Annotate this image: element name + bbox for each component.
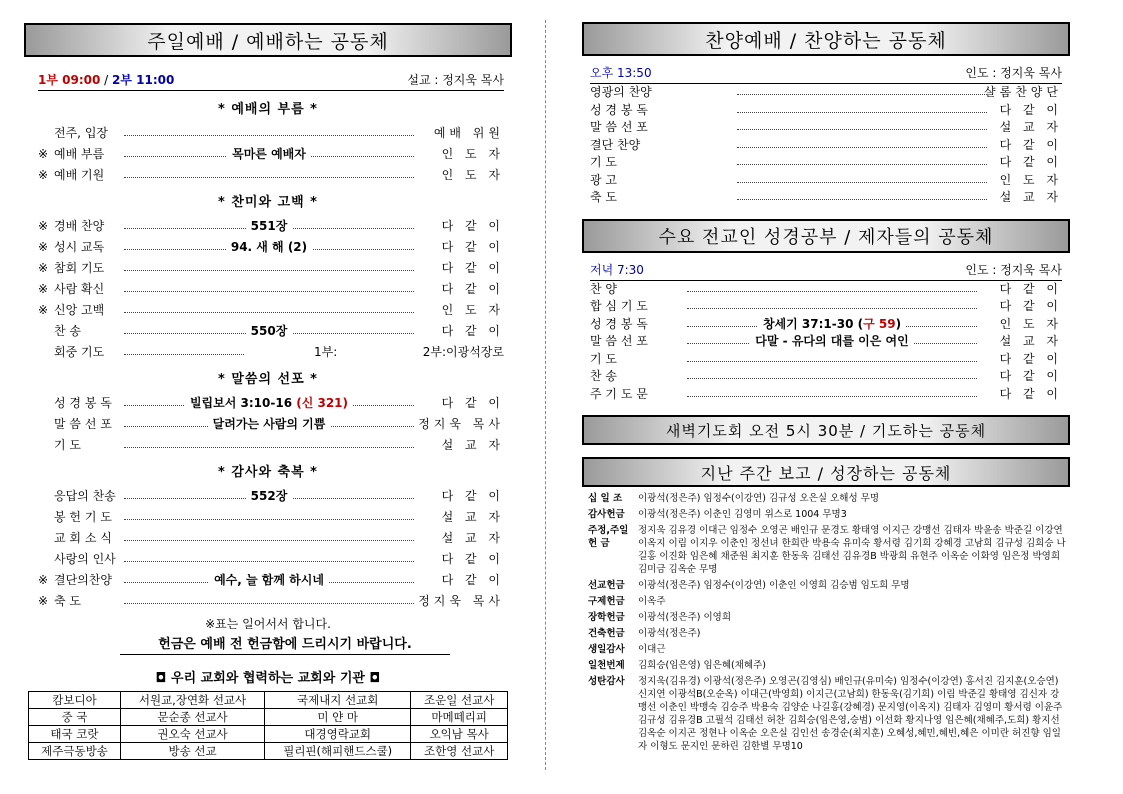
service-row [24,570,512,591]
report-item [588,627,1066,640]
report-category: 장학헌금 [588,612,625,623]
column-divider [545,20,546,770]
report-category: 십 일 조 [588,493,623,504]
item-person: 정지욱 목사 [418,594,504,608]
item-person: 다 같 이 [441,240,504,254]
praise-row [582,154,1070,172]
item-content [124,486,414,507]
item-label: 회중 기도 [54,345,105,359]
time-separator: / [100,73,112,87]
service-row [24,258,512,279]
hymn-ref: (신 321) [292,396,349,410]
item-content [124,237,414,258]
service-row [24,321,512,342]
item-person: 다 같 이 [999,281,1062,296]
coop-cell: 오익남 목사 [411,726,508,743]
service-row [24,216,512,237]
section-title: * 예배의 부름 * [218,102,318,117]
service-row [24,342,512,363]
praise-row [582,102,1070,120]
service-row [24,279,512,300]
report-names: 이광석(정은주) [638,628,701,639]
item-label: 교 회 소 식 [54,531,112,545]
item-person: 다 같 이 [441,324,504,338]
praise-row [582,172,1070,190]
praise-row [582,137,1070,155]
stand-mark: ※ [38,261,49,275]
wednesday-row [582,351,1070,369]
item-label: 말 씀 선 포 [54,417,112,431]
first-service-time: 1부 09:00 [38,73,101,87]
item-content-text: 552장 [246,489,293,503]
leader-dots [737,182,987,183]
leader-dots [124,312,414,313]
item-content-text: 94. 새 해 (2) [226,240,312,254]
leader-dots [124,540,414,541]
stand-mark: ※ [38,594,49,608]
offering-note: 헌금은 예배 전 헌금함에 드리시기 바랍니다. [120,633,450,655]
item-content-text: 목마른 예배자 [227,147,311,161]
service-time-header [38,71,504,91]
wednesday-row [582,333,1070,351]
service-row [24,300,512,321]
item-person: 다 같 이 [999,155,1062,169]
praise-order [582,84,1070,207]
item-label: 결단의찬양 [54,573,112,587]
leader-dots [737,164,987,165]
item-label: 축 도 [590,190,617,204]
report-category: 성탄감사 [588,676,625,687]
report-item [588,643,1066,656]
leader-dots [687,308,977,309]
section-title: * 말씀의 선포 * [218,372,318,387]
report-names: 이옥주 [638,596,666,607]
item-content-text: 달려가는 사람의 기쁨 [208,417,331,431]
service-row [24,165,512,186]
report-item [588,659,1066,672]
item-label: 찬 송 [590,369,617,383]
coop-cell: 서원교,장연화 선교사 [120,692,264,709]
item-label: 기 도 [590,351,617,366]
report-item [588,524,1066,576]
item-person: 설 교 자 [441,510,504,524]
report-item [588,579,1066,592]
item-person: 다 같 이 [999,102,1062,117]
report-item [588,675,1066,753]
coop-cell: 태국 코랏 [29,726,121,743]
item-person: 샬롬찬양단 [984,85,1062,99]
report-names: 이광석(정은주) 이영희 [638,612,732,623]
item-content [687,333,977,351]
report-names: 이광석(정은주) 임정수(이강연) 김규성 오은실 오해성 무명 [638,493,879,504]
item-label: 성 경 봉 독 [590,102,648,117]
leader-dots [737,147,987,148]
leader-dots [124,177,414,178]
reference-close: ) [895,316,902,331]
leader-dots [124,561,414,562]
item-label: 사람 확신 [54,282,105,296]
stand-mark: ※ [38,282,49,296]
wednesday-row [582,298,1070,316]
item-label: 결단 찬양 [590,137,641,152]
item-person: 설 교 자 [441,438,504,452]
leader-dots [687,378,977,379]
coop-row [29,692,508,709]
service-row [24,393,512,414]
item-label: 주 기 도 문 [590,386,648,401]
item-content [124,216,414,237]
item-content-text: 551장 [246,219,293,233]
item-content [124,321,414,342]
item-person: 설 교 자 [999,334,1062,348]
leader-dots [124,354,244,355]
stand-mark: ※ [38,168,49,182]
service-row [24,237,512,258]
coop-title: ◘ 우리 교회와 협력하는 교회와 기관 ◘ [155,671,381,686]
report-item [588,611,1066,624]
item-label: 신앙 고백 [54,303,105,317]
report-names: 정지욱(김유경) 이광석(정은주) 오영곤(김영심) 배인규(유미숙) 임정수(이강연) 홍서진 김지훈(오승연) 신지연 이광석B(오순옥) 이대근(박영희) 이지근(고남희) 한동욱(김기희) 이림 박준길 황태영 김신자 강맹선 이춘인 박맹숙 김승주 박용숙 김양순 나길홍(강혜경) 문지영(이옥지) 김태자 김영미 황서령 이윤주 김규성 김유경B 고필석 김태선 허찬 김희승(임은영,승범) 이선화 황지나영 임은혜(채혜주,도희) 황지선 김옥순 이지곤 정현나 이옥순 오은실 김인선 송경순(최지훈) 오혜성,혜민,혜빈,혜은 이미란 허진향 임일자 이형도 문지인 문하린 김한별 무명10 [638,676,1063,752]
item-person: 예배 위원 [433,126,504,140]
item-person: 다 같 이 [999,137,1062,152]
praise-row [582,84,1070,102]
weekly-report [588,492,1066,753]
service-row [24,591,512,612]
item-person: 다 같 이 [441,282,504,296]
coop-cell: 중 국 [29,709,121,726]
coop-row [29,709,508,726]
coop-cell: 문순종 선교사 [120,709,264,726]
item-person: 다 같 이 [999,386,1062,401]
item-label: 성 경 봉 독 [54,396,112,410]
service-row [24,507,512,528]
dawn-prayer-title: 새벽기도회 오전 5시 30분 / 기도하는 공동체 [582,415,1070,445]
praise-time-header [590,64,1062,84]
service-row [24,414,512,435]
item-person: 다 같 이 [441,261,504,275]
coop-cell: 권오숙 선교사 [120,726,264,743]
leader-dots [737,199,987,200]
service-row [24,528,512,549]
item-content [124,393,414,414]
wednesday-study-title: 수요 전교인 성경공부 / 제자들의 공동체 [582,219,1070,253]
leader-dots [687,291,977,292]
item-content [687,316,977,334]
leader-dots [124,603,414,604]
item-person: 다 같 이 [441,396,504,410]
weekday-column [582,0,1070,794]
item-label: 합 심 기 도 [590,299,648,313]
item-content-text: 다말 - 유다의 대를 이은 여인 [750,334,913,348]
coop-cell: 미 얀 마 [265,709,411,726]
wednesday-row [582,316,1070,334]
praise-row [582,189,1070,207]
item-label: 경배 찬양 [54,219,105,233]
item-label: 사랑의 인사 [54,552,116,566]
coop-row [29,743,508,760]
item-person: 설 교 자 [999,190,1062,204]
sunday-service-column [24,0,512,794]
leader-dots [737,129,987,130]
item-label: 찬 양 [590,281,617,296]
coop-cell: 조한영 선교사 [411,743,508,760]
leader-dots [124,135,414,136]
report-item [588,595,1066,608]
item-label: 예배 기원 [54,168,105,182]
report-names: 이광석(정은주) 임정수(이강연) 이춘인 이영희 김승범 임도희 무명 [638,580,910,591]
wednesday-leader: 인도 : 정지욱 목사 [965,262,1062,277]
item-person: 설 교 자 [441,531,504,545]
coop-cell: 방송 선교 [120,743,264,760]
leader-dots [687,361,977,362]
leader-dots [124,291,414,292]
item-content [124,144,414,165]
prayer-second-service: 2부:이광석장로 [422,345,504,359]
item-label: 전주, 입장 [54,126,108,140]
item-label: 예배 부름 [54,147,105,161]
item-content-text: 빌립보서 3:10-16 (신 321) [185,396,353,410]
stand-note: ※표는 일어서서 합니다. [205,617,331,631]
service-row [24,486,512,507]
item-label: 광 고 [590,172,617,187]
second-service-time: 2부 11:00 [112,73,175,87]
item-person: 다 같 이 [441,573,504,587]
item-person: 인 도 자 [441,147,504,161]
coop-cell: 캄보디아 [29,692,121,709]
leader-dots [737,112,987,113]
coop-cell: 대경영락교회 [265,726,411,743]
report-category: 선교헌금 [588,580,625,591]
stand-mark: ※ [38,240,49,254]
stand-mark: ※ [38,219,49,233]
wednesday-row [582,368,1070,386]
wednesday-time: 저녁 7:30 [590,262,644,277]
item-person: 다 같 이 [441,219,504,233]
wednesday-row [582,281,1070,299]
service-row [24,435,512,456]
item-label: 기 도 [54,438,81,452]
item-label: 응답의 찬송 [54,489,116,503]
sunday-preacher: 설교 : 정지욱 목사 [407,73,504,87]
coop-cell: 필리핀(해피핸드스쿨) [265,743,411,760]
coop-cell: 제주극동방송 [29,743,121,760]
item-label: 말 씀 선 포 [590,120,648,134]
report-item [588,508,1066,521]
stand-mark: ※ [38,303,49,317]
item-person: 인 도 자 [441,303,504,317]
item-label: 기 도 [590,155,617,169]
wednesday-row [582,386,1070,404]
item-person: 다 같 이 [441,552,504,566]
item-content [124,570,414,591]
item-person: 다 같 이 [999,369,1062,383]
report-names: 정지욱 김유경 이대근 임정수 오영곤 배인규 문경도 황태영 이지근 강맹선 김태자 박윤송 박준길 이강연 이옥지 이림 이지우 이춘인 정선녀 한희란 박용숙 유미숙 황서령 김기희 강혜경 고남희 김규성 김희승 나길홍 이진화 임은혜 채준원 최지훈 한동욱 김태선 김유경B 박광희 유현주 이옥순 이화영 임은정 박영희 김미금 김옥순 무명 [638,525,1066,575]
item-person: 다 같 이 [999,351,1062,366]
leader-dots [124,270,414,271]
prayer-first-service: 1부: [314,345,338,359]
report-category: 주정,주일 헌 금 [588,525,629,549]
item-content-text: 예수, 늘 함께 하시네 [209,573,329,587]
stand-mark: ※ [38,573,49,587]
coop-cell: 국제내지 선교회 [265,692,411,709]
reference-number: 구 59 [863,316,896,331]
report-category: 감사헌금 [588,509,625,520]
item-person: 인 도 자 [999,172,1062,187]
item-person: 인 도 자 [999,316,1062,331]
item-content-text: 550장 [246,324,293,338]
item-label: 영광의 찬양 [590,85,652,99]
item-content [124,414,414,435]
item-label: 성 경 봉 독 [590,316,648,331]
service-row [24,123,512,144]
praise-leader: 인도 : 정지욱 목사 [965,66,1062,80]
report-category: 생일감사 [588,644,625,655]
stand-mark: ※ [38,147,49,161]
report-item [588,492,1066,505]
item-person: 인 도 자 [441,168,504,182]
coop-table [28,691,508,760]
item-label: 말 씀 선 포 [590,334,648,348]
report-names: 이대근 [638,644,666,655]
praise-service-title: 찬양예배 / 찬양하는 공동체 [582,22,1070,56]
report-names: 이광석(정은주) 이춘인 김영미 위스로 1004 무명3 [638,509,847,520]
section-title: * 찬미와 고백 * [218,195,318,210]
item-label: 축 도 [54,594,81,608]
leader-dots [124,447,414,448]
service-row [24,144,512,165]
report-category: 일천번제 [588,660,625,671]
wednesday-order [582,281,1070,404]
sunday-service-title: 주일예배 / 예배하는 공동체 [24,23,512,57]
leader-dots [124,519,414,520]
item-person: 다 같 이 [999,299,1062,313]
coop-row [29,726,508,743]
coop-cell: 조운일 선교사 [411,692,508,709]
section-title: * 감사와 축복 * [218,465,318,480]
item-label: 봉 헌 기 도 [54,510,112,524]
praise-row [582,119,1070,137]
sunday-order-of-service [24,97,512,612]
item-person: 다 같 이 [441,489,504,503]
item-label: 참회 기도 [54,261,105,275]
coop-cell: 마메떼리피 [411,709,508,726]
weekly-report-title: 지난 주간 보고 / 성장하는 공동체 [582,457,1070,487]
service-row [24,549,512,570]
report-names: 김희승(임은영) 임은혜(채혜주) [638,660,766,671]
wednesday-time-header [590,261,1062,281]
leader-dots [737,94,987,95]
item-person: 정지욱 목사 [418,417,504,431]
item-label: 찬 송 [54,324,81,338]
report-category: 건축헌금 [588,628,625,639]
item-label: 성시 교독 [54,240,105,254]
item-person: 설 교 자 [999,120,1062,134]
item-content-text: 창세기 37:1-30 (구 59) [758,317,906,331]
report-category: 구제헌금 [588,596,625,607]
leader-dots [687,396,977,397]
praise-time: 오후 13:50 [590,66,652,80]
